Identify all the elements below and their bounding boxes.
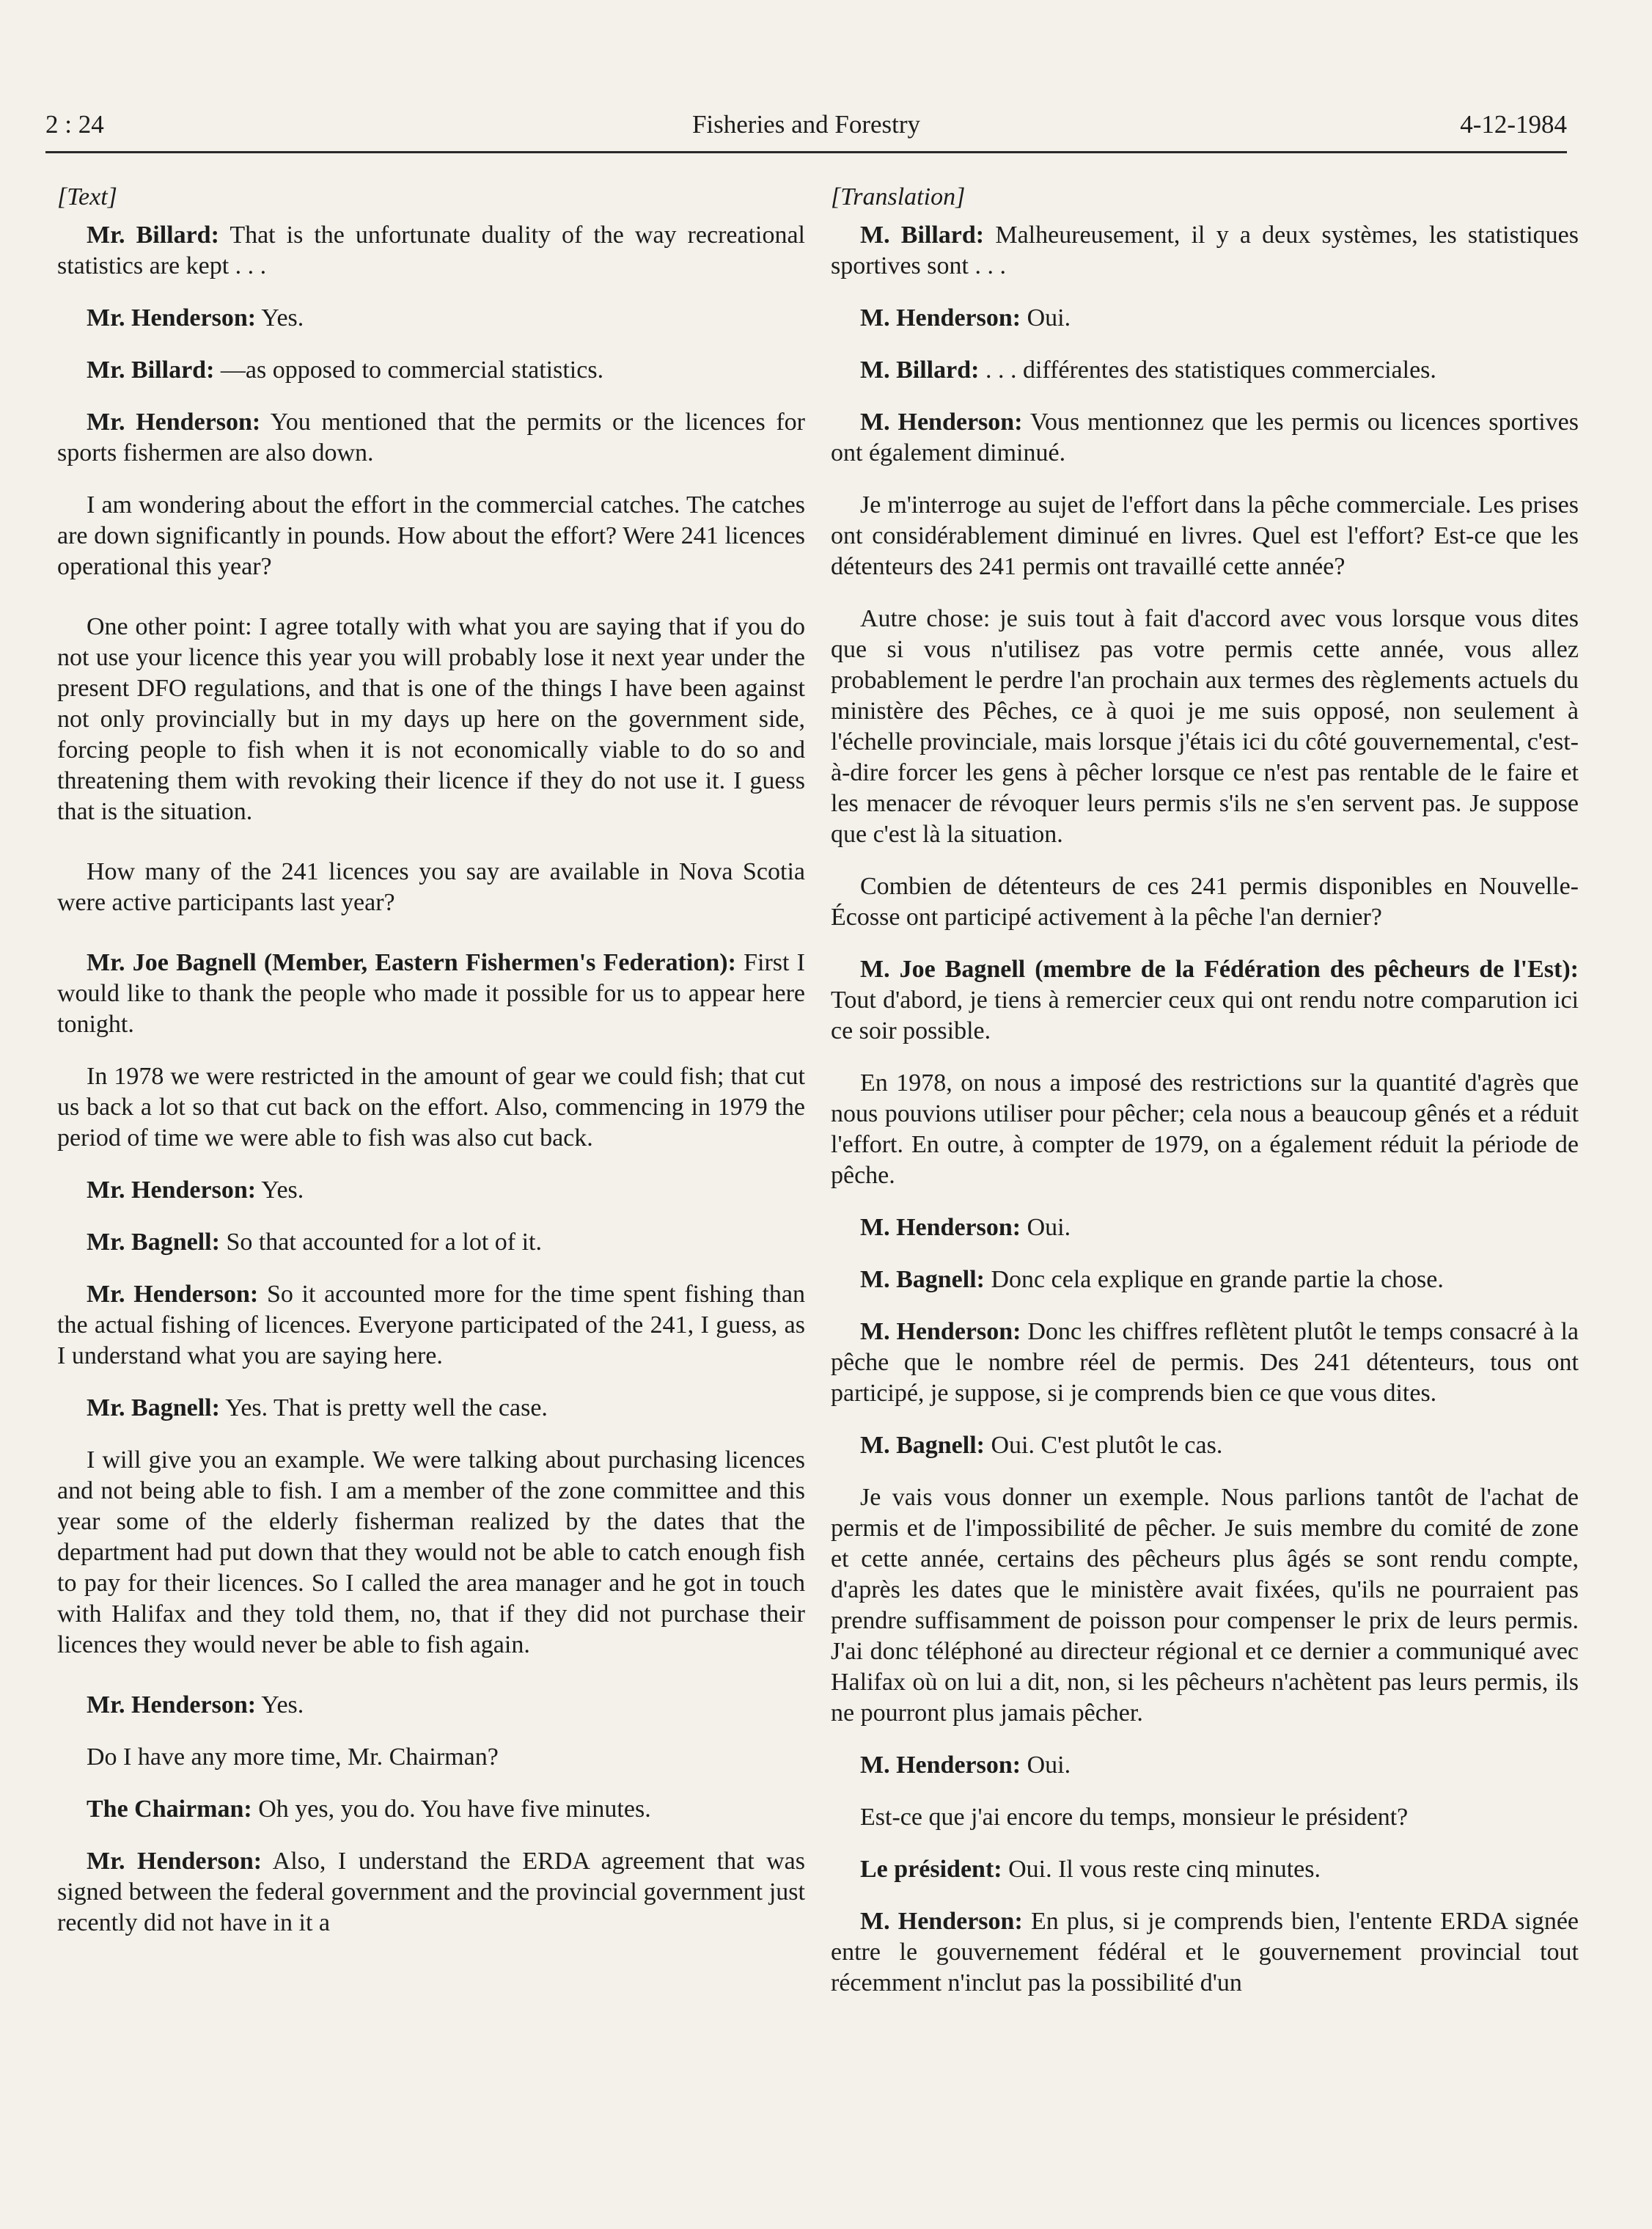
paragraph — [57, 1227, 805, 1258]
paragraph — [57, 612, 805, 827]
speaker-name: Mr. Henderson: — [87, 1281, 259, 1308]
speaker-name: Mr. Henderson: — [87, 1691, 257, 1719]
paragraph — [831, 220, 1579, 282]
paragraph — [57, 355, 805, 386]
paragraph-text: Est-ce que j'ai encore du temps, monsieur le président? — [860, 1804, 1409, 1831]
paragraph — [57, 1279, 805, 1372]
paragraph — [831, 1906, 1579, 1999]
speaker-name: Mr. Henderson: — [87, 304, 257, 332]
text-tag: [Text] — [57, 183, 117, 211]
paragraph — [831, 1482, 1579, 1729]
paragraph — [831, 604, 1579, 850]
paragraph — [57, 407, 805, 469]
speaker-name: M. Henderson: — [860, 1318, 1021, 1345]
speaker-name: M. Henderson: — [860, 409, 1023, 436]
speaker-name: M. Henderson: — [860, 304, 1021, 332]
paragraph — [57, 1061, 805, 1154]
paragraph — [831, 355, 1579, 386]
speaker-name: Mr. Billard: — [87, 222, 219, 249]
paragraph-text: En plus, si je comprends bien, l'entente ERDA signée entre le gouvernement fédéral et le gouvernement provincial tout récemment n'inclut pas la possibilité d'un — [831, 1908, 1579, 1996]
paragraph — [831, 1212, 1579, 1243]
paragraph-text: Oui. — [1021, 304, 1071, 332]
paragraph-text: That is the unfortunate duality of the way recreational statistics are kept . . . — [57, 222, 806, 279]
speaker-name: Mr. Henderson: — [87, 1176, 257, 1204]
speaker-name: Mr. Bagnell: — [87, 1394, 220, 1421]
speaker-name: Le président: — [860, 1856, 1002, 1883]
paragraph-text: Oui. — [1021, 1214, 1071, 1241]
paragraph-text: Oui. Il vous reste cinq minutes. — [1002, 1856, 1321, 1883]
paragraph — [831, 303, 1579, 334]
paragraph-text: Malheureusement, il y a deux systèmes, les statistiques sportives sont . . . — [831, 222, 1579, 279]
speaker-name: M. Billard: — [860, 356, 980, 384]
paragraph-text: Autre chose: je suis tout à fait d'accord avec vous lorsque vous dites que si vous n'utilisez pas votre permis cette année, vous allez probablement le perdre l'an prochain aux termes des règlements actuels du ministère des Pêches, ce à quoi je me suis opposé, non seulement à l'échelle provinciale, mais lorsque j'étais ici du côté gouvernemental, c'est-à-dire forcer les gens à pêcher lorsque ce n'est pas rentable de le faire et les menacer de révoquer leurs permis s'ils ne s'en servent pas. Je suppose que c'est là la situation. — [831, 605, 1579, 848]
page-header — [45, 110, 1567, 148]
translation-tag: [Translation] — [831, 183, 966, 211]
paragraph-text: First I would like to thank the people who made it possible for us to appear here tonight. — [57, 949, 805, 1038]
paragraph — [57, 220, 805, 282]
paragraph — [57, 1742, 805, 1773]
paragraph-text: In 1978 we were restricted in the amount of gear we could fish; that cut us back a lot so that cut back on the effort. Also, commencing in 1979 the period of time we were able to fish was also cut back. — [57, 1063, 805, 1152]
paragraph-text: Oh yes, you do. You have five minutes. — [252, 1796, 651, 1823]
speaker-name: M. Joe Bagnell (membre de la Fédération des pêcheurs de l'Est): — [860, 956, 1579, 983]
paragraph — [831, 954, 1579, 1047]
paragraph — [57, 1175, 805, 1206]
speaker-name: Mr. Henderson: — [87, 409, 261, 436]
paragraph-text: Je m'interroge au sujet de l'effort dans la pêche commerciale. Les prises ont considérablement diminué en livres. Quel est l'effort? Est-ce que les détenteurs des 241 permis ont travaillé cette année? — [831, 491, 1579, 580]
header-date: 4-12-1984 — [1460, 110, 1567, 139]
paragraph-text: One other point: I agree totally with what you are saying that if you do not use your licence this year you will probably lose it next year under the present DFO regulations, and that is one of the things I have been against not only provincially but in my days up here on the government side, forcing people to fish when it is not economically viable to do so and threatening them with revoking their licence if they do not use it. I guess that is the situation. — [57, 613, 805, 825]
speaker-name: Mr. Bagnell: — [87, 1229, 220, 1256]
paragraph-text: Yes. — [256, 304, 304, 332]
speaker-name: M. Bagnell: — [860, 1432, 985, 1459]
speaker-name: M. Bagnell: — [860, 1266, 985, 1293]
paragraph-text: Je vais vous donner un exemple. Nous parlions tantôt de l'achat de permis et de l'impossibilité de pêcher. Je suis membre du comité de zone et cette année, certains des pêcheurs plus âgés se sont rendu compte, d'après les dates que le ministère avait fixées, qu'ils ne pourraient pas prendre suffisamment de poisson pour compenser le prix de leurs permis. J'ai donc téléphoné au directeur régional et ce dernier a communiqué avec Halifax où on lui a dit, non, si les pêcheurs n'achètent pas leurs permis, ils ne pourront plus jamais pêcher. — [831, 1484, 1579, 1727]
paragraph — [57, 303, 805, 334]
paragraph — [831, 490, 1579, 582]
paragraph — [831, 871, 1579, 933]
running-title: Fisheries and Forestry — [691, 110, 921, 139]
paragraph-text: Oui. C'est plutôt le cas. — [984, 1432, 1223, 1459]
speaker-name: Mr. Billard: — [87, 356, 215, 384]
paragraph-text: Donc cela explique en grande partie la chose. — [984, 1266, 1444, 1293]
paragraph — [57, 1690, 805, 1721]
paragraph-text: . . . différentes des statistiques commerciales. — [979, 356, 1436, 384]
paragraph — [831, 1854, 1579, 1885]
paragraph — [831, 1317, 1579, 1409]
header-rule — [45, 151, 1567, 153]
paragraph-text: Yes. That is pretty well the case. — [219, 1394, 548, 1421]
paragraph — [831, 1802, 1579, 1833]
speaker-name: Mr. Henderson: — [87, 1848, 263, 1875]
paragraph — [831, 407, 1579, 469]
paragraph-text: So that accounted for a lot of it. — [219, 1229, 542, 1256]
paragraph-text: Tout d'abord, je tiens à remercier ceux qui ont rendu notre comparution ici ce soir possible. — [831, 987, 1579, 1044]
paragraph — [57, 948, 805, 1040]
speaker-name: M. Henderson: — [860, 1752, 1021, 1779]
paragraph — [57, 1393, 805, 1424]
paragraph-text: Donc les chiffres reflètent plutôt le temps consacré à la pêche que le nombre réel de permis. Des 241 détenteurs, tous ont participé, je suppose, si je comprends bien ce que vous dites. — [831, 1318, 1579, 1407]
speaker-name: M. Henderson: — [860, 1908, 1023, 1935]
paragraph-text: How many of the 241 licences you say are available in Nova Scotia were active participants last year? — [57, 858, 805, 916]
paragraph — [57, 857, 805, 918]
paragraph-text: You mentioned that the permits or the licences for sports fishermen are also down. — [57, 409, 806, 466]
right-column-french — [831, 182, 1579, 2020]
page-number: 2 : 24 — [45, 110, 104, 139]
paragraph-text: I will give you an example. We were talking about purchasing licences and not being able to fish. I am a member of the zone committee and this year some of the elderly fisherman realized by the dates that the department had put down that they would not be able to catch enough fish to pay for their licences. So I called the area manager and he got in touch with Halifax and they told them, no, that if they did not purchase their licences they would never be able to fish again. — [57, 1446, 805, 1658]
paragraph — [831, 1264, 1579, 1295]
paragraph-text: En 1978, on nous a imposé des restrictions sur la quantité d'agrès que nous pouvions utiliser pour pêcher; cela nous a beaucoup gênés et a réduit l'effort. En outre, à compter de 1979, on a également réduit la période de pêche. — [831, 1069, 1579, 1189]
paragraph — [57, 1445, 805, 1661]
paragraph — [57, 1794, 805, 1825]
speaker-name: The Chairman: — [87, 1796, 252, 1823]
speaker-name: Mr. Joe Bagnell (Member, Eastern Fishermen's Federation): — [87, 949, 736, 976]
paragraph-text: So it accounted more for the time spent fishing than the actual fishing of licences. Everyone participated of the 241, I guess, as I understand what you are saying here. — [57, 1281, 806, 1369]
paragraph — [831, 1068, 1579, 1191]
paragraph — [57, 490, 805, 582]
left-column-english — [57, 182, 805, 1960]
paragraph — [831, 1430, 1579, 1461]
speaker-name: M. Billard: — [860, 222, 985, 249]
paragraph-text: Also, I understand the ERDA agreement that was signed between the federal government and the provincial government just recently did not have in it a — [57, 1848, 806, 1936]
paragraph-text: I am wondering about the effort in the commercial catches. The catches are down significantly in pounds. How about the effort? Were 241 licences operational this year? — [57, 491, 805, 580]
paragraph-text: Yes. — [256, 1176, 304, 1204]
paragraph-text: Do I have any more time, Mr. Chairman? — [87, 1743, 499, 1771]
paragraph-text: Combien de détenteurs de ces 241 permis disponibles en Nouvelle-Écosse ont participé activement à la pêche l'an dernier? — [831, 873, 1579, 931]
paragraph-text: Oui. — [1021, 1752, 1071, 1779]
paragraph-text: —as opposed to commercial statistics. — [214, 356, 604, 384]
paragraph — [57, 1846, 805, 1939]
speaker-name: M. Henderson: — [860, 1214, 1021, 1241]
paragraph-text: Vous mentionnez que les permis ou licences sportives ont également diminué. — [831, 409, 1579, 466]
paragraph-text: Yes. — [256, 1691, 304, 1719]
paragraph — [831, 1750, 1579, 1781]
